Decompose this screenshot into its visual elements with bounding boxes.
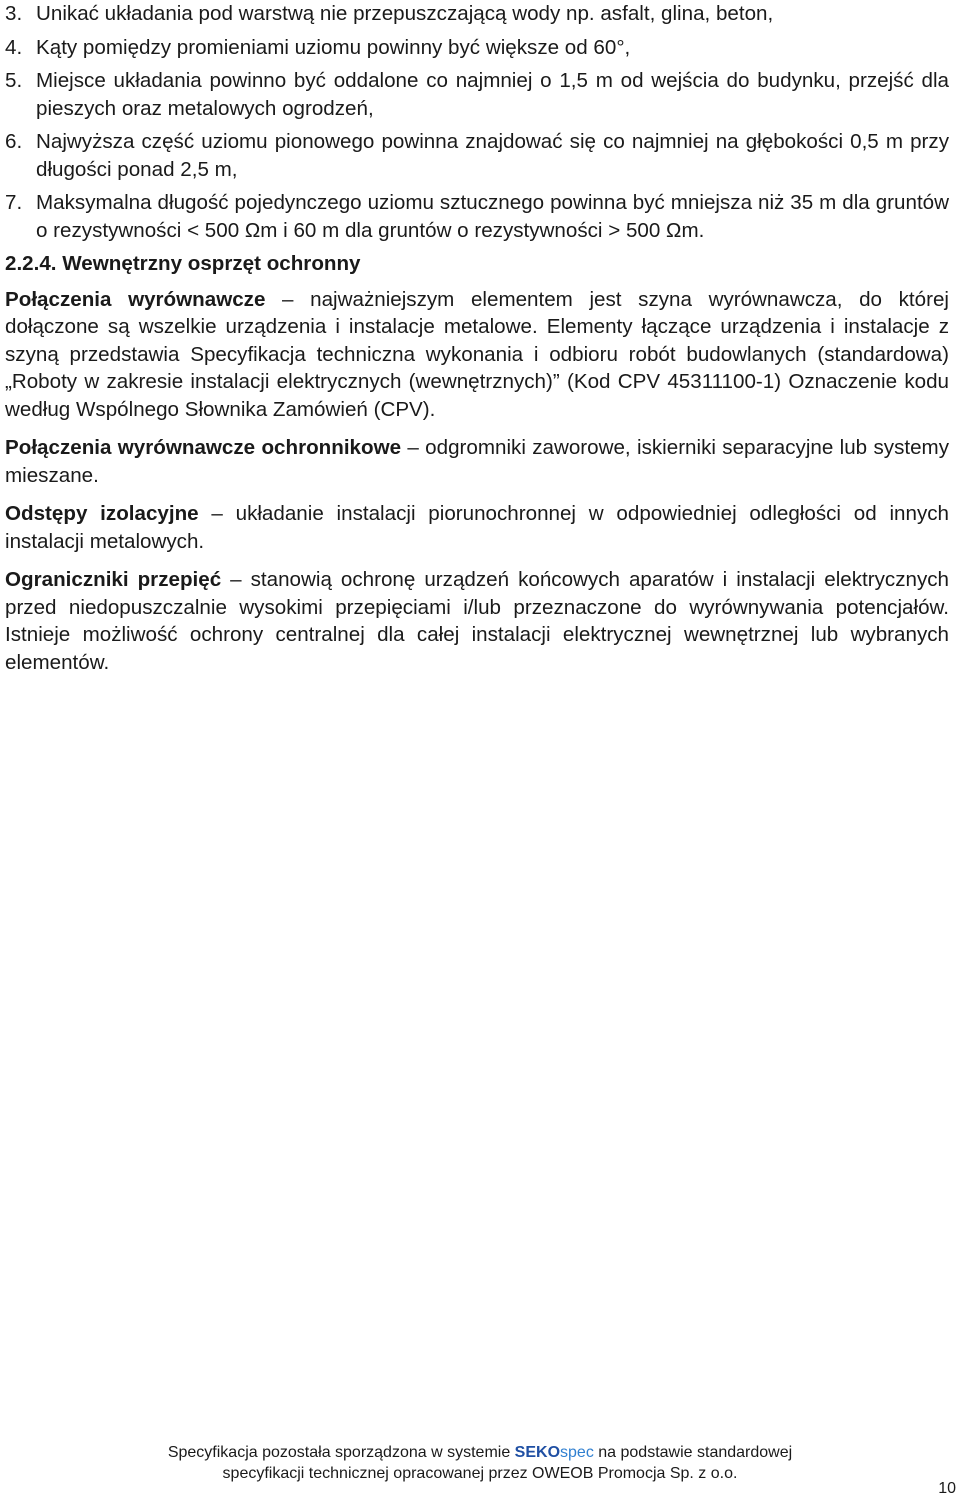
list-text: Najwyższa część uziomu pionowego powinna znajdować się co najmniej na głębokości 0,5 m przy długości ponad 2,5 m,	[36, 130, 949, 181]
list-number: 7.	[5, 191, 23, 214]
paragraph-isolation-distances	[5, 500, 949, 555]
page-footer	[0, 1442, 960, 1484]
term: Ograniczniki przepięć	[5, 568, 222, 591]
paragraph-equipotential-bonding	[5, 286, 949, 424]
list-item	[5, 0, 949, 28]
paragraph-surge-limiters	[5, 566, 949, 676]
term: Odstępy izolacyjne	[5, 502, 199, 525]
definition: – stanowią ochronę urządzeń końcowych aparatów i instalacji elektrycznych przed niedopuszczalnie wysokimi przepięciami i/lub przeznaczone do wyrównywania potencjałów. Istnieje możliwość ochrony centralnej dla całej instalacji elektrycznej wewnętrznej lub wybranych elementów.	[5, 568, 949, 674]
list-number: 4.	[5, 35, 23, 59]
list-text: Miejsce układania powinno być oddalone co najmniej o 1,5 m od wejścia do budynku, przejść dla pieszych oraz metalowych ogrodzeń,	[36, 69, 949, 120]
list-number: 3.	[5, 2, 23, 25]
list-text: Kąty pomiędzy promieniami uziomu powinny być większe od 60°,	[36, 35, 631, 59]
sekospec-logo-bold: SEKO	[514, 1444, 561, 1461]
sekospec-logo-light: spec	[560, 1444, 594, 1461]
section-heading: 2.2.4. Wewnętrzny osprzęt ochronny	[5, 252, 361, 275]
list-item	[5, 34, 949, 62]
list-item	[5, 128, 949, 183]
list-text: Unikać układania pod warstwą nie przepuszczającą wody np. asfalt, glina, beton,	[36, 2, 774, 25]
list-item	[5, 67, 949, 122]
page-number: 10	[938, 1480, 956, 1497]
list-number: 6.	[5, 130, 23, 153]
list-text: Maksymalna długość pojedynczego uziomu sztucznego powinna być mniejsza niż 35 m dla gruntów o rezystywności < 500 Ωm i 60 m dla gruntów o rezystywności > 500 Ωm.	[36, 191, 949, 242]
definition: – układanie instalacji piorunochronnej w odpowiedniej odległości od innych instalacji metalowych.	[5, 502, 949, 553]
paragraph-surge-bonding	[5, 434, 949, 489]
term: Połączenia wyrównawcze	[5, 287, 266, 311]
footer-line-1: Specyfikacja pozostała sporządzona w systemie SEKOspec na podstawie standardowej	[167, 1444, 793, 1461]
definition: – najważniejszym elementem jest szyna wyrównawcza, do której dołączone są wszelkie urządzenia i instalacje metalowe. Elementy łączące urządzenia i instalacje z szyną przedstawia Specyfikacja techniczna wykonania i odbioru robót budowlanych (standardowa) „Roboty w zakresie instalacji elektrycznych (wewnętrznych)” (Kod CPV 45311100-1) Oznaczenie kodu według Wspólnego Słownika Zamówień (CPV).	[5, 287, 949, 421]
list-number: 5.	[5, 69, 23, 92]
page-content	[5, 0, 949, 676]
list-item	[5, 189, 949, 244]
footer-line-2: specyfikacji technicznej opracowanej przez OWEOB Promocja Sp. z o.o.	[222, 1465, 738, 1482]
definition: – odgromniki zaworowe, iskierniki separacyjne lub systemy mieszane.	[5, 436, 949, 487]
term: Połączenia wyrównawcze ochronnikowe	[5, 436, 402, 459]
